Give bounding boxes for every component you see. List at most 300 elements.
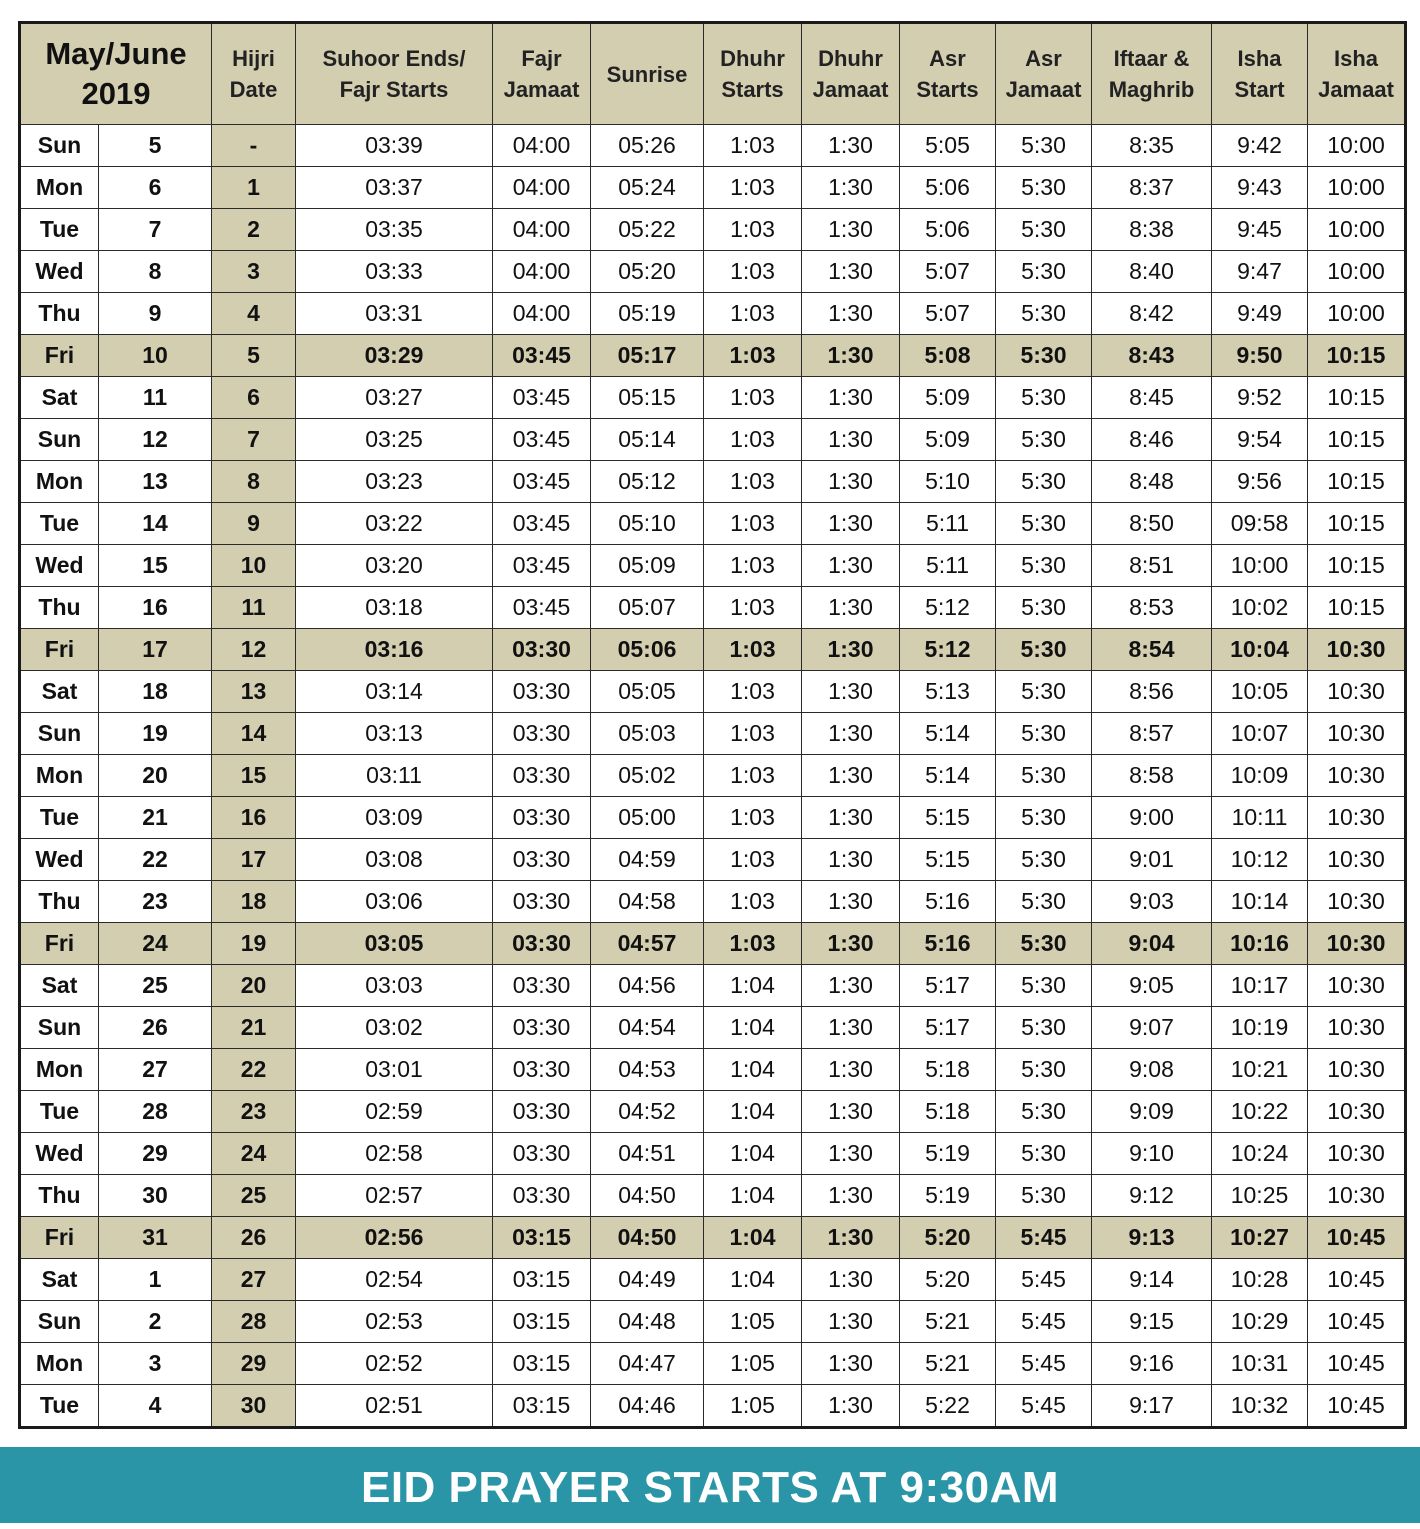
table-row: [20, 1049, 1406, 1091]
cell-fajr-jamaat: 03:45: [493, 377, 591, 419]
cell-asr-starts: 5:16: [900, 923, 996, 965]
cell-asr-jamaat: 5:30: [996, 461, 1092, 503]
cell-iftaar-maghrib: 8:51: [1092, 545, 1212, 587]
cell-asr-starts: 5:19: [900, 1175, 996, 1217]
cell-isha-jamaat: 10:30: [1308, 629, 1406, 671]
cell-iftaar-maghrib: 9:09: [1092, 1091, 1212, 1133]
cell-isha-jamaat: 10:15: [1308, 335, 1406, 377]
cell-suhoor-ends: 03:13: [296, 713, 493, 755]
cell-day: Wed: [20, 1133, 99, 1175]
cell-suhoor-ends: 03:39: [296, 125, 493, 167]
prayer-timetable: [18, 21, 1407, 1429]
cell-asr-jamaat: 5:30: [996, 1133, 1092, 1175]
cell-asr-starts: 5:06: [900, 209, 996, 251]
cell-suhoor-ends: 02:54: [296, 1259, 493, 1301]
cell-date: 3: [99, 1343, 212, 1385]
col-fajr-jamaat: Fajr Jamaat: [493, 23, 591, 125]
cell-sunrise: 04:52: [591, 1091, 704, 1133]
cell-hijri-date: 25: [212, 1175, 296, 1217]
cell-iftaar-maghrib: 8:50: [1092, 503, 1212, 545]
cell-date: 12: [99, 419, 212, 461]
cell-fajr-jamaat: 03:30: [493, 881, 591, 923]
cell-hijri-date: 24: [212, 1133, 296, 1175]
cell-suhoor-ends: 02:52: [296, 1343, 493, 1385]
cell-fajr-jamaat: 03:15: [493, 1301, 591, 1343]
cell-asr-jamaat: 5:45: [996, 1343, 1092, 1385]
cell-asr-jamaat: 5:30: [996, 1175, 1092, 1217]
cell-asr-starts: 5:20: [900, 1217, 996, 1259]
table-row: [20, 629, 1406, 671]
cell-date: 14: [99, 503, 212, 545]
cell-dhuhr-jamaat: 1:30: [802, 755, 900, 797]
cell-suhoor-ends: 03:09: [296, 797, 493, 839]
cell-isha-jamaat: 10:00: [1308, 209, 1406, 251]
cell-asr-jamaat: 5:30: [996, 923, 1092, 965]
cell-isha-start: 10:29: [1212, 1301, 1308, 1343]
cell-dhuhr-starts: 1:03: [704, 671, 802, 713]
cell-isha-jamaat: 10:30: [1308, 1175, 1406, 1217]
cell-asr-starts: 5:15: [900, 797, 996, 839]
cell-sunrise: 04:50: [591, 1217, 704, 1259]
cell-day: Sat: [20, 671, 99, 713]
cell-dhuhr-jamaat: 1:30: [802, 965, 900, 1007]
cell-dhuhr-starts: 1:03: [704, 335, 802, 377]
cell-isha-jamaat: 10:30: [1308, 1007, 1406, 1049]
cell-hijri-date: 20: [212, 965, 296, 1007]
cell-dhuhr-jamaat: 1:30: [802, 1049, 900, 1091]
cell-fajr-jamaat: 03:45: [493, 461, 591, 503]
table-title: [20, 23, 212, 125]
cell-isha-start: 10:12: [1212, 839, 1308, 881]
cell-dhuhr-jamaat: 1:30: [802, 629, 900, 671]
cell-isha-jamaat: 10:15: [1308, 461, 1406, 503]
cell-date: 25: [99, 965, 212, 1007]
cell-hijri-date: 9: [212, 503, 296, 545]
cell-iftaar-maghrib: 8:48: [1092, 461, 1212, 503]
cell-iftaar-maghrib: 9:08: [1092, 1049, 1212, 1091]
cell-asr-starts: 5:22: [900, 1385, 996, 1428]
cell-isha-jamaat: 10:30: [1308, 965, 1406, 1007]
cell-day: Sat: [20, 377, 99, 419]
cell-dhuhr-jamaat: 1:30: [802, 335, 900, 377]
cell-asr-starts: 5:17: [900, 1007, 996, 1049]
cell-dhuhr-starts: 1:03: [704, 503, 802, 545]
cell-asr-starts: 5:18: [900, 1091, 996, 1133]
cell-fajr-jamaat: 03:30: [493, 923, 591, 965]
cell-dhuhr-starts: 1:03: [704, 587, 802, 629]
cell-iftaar-maghrib: 8:57: [1092, 713, 1212, 755]
cell-dhuhr-jamaat: 1:30: [802, 1007, 900, 1049]
cell-fajr-jamaat: 03:15: [493, 1343, 591, 1385]
cell-date: 2: [99, 1301, 212, 1343]
cell-hijri-date: 10: [212, 545, 296, 587]
cell-suhoor-ends: 03:23: [296, 461, 493, 503]
cell-suhoor-ends: 03:05: [296, 923, 493, 965]
cell-day: Tue: [20, 1091, 99, 1133]
cell-isha-jamaat: 10:30: [1308, 1049, 1406, 1091]
cell-iftaar-maghrib: 9:15: [1092, 1301, 1212, 1343]
cell-dhuhr-starts: 1:03: [704, 545, 802, 587]
cell-iftaar-maghrib: 9:16: [1092, 1343, 1212, 1385]
cell-fajr-jamaat: 03:30: [493, 965, 591, 1007]
col-sunrise: Sunrise: [591, 23, 704, 125]
cell-asr-jamaat: 5:30: [996, 629, 1092, 671]
col-asr-starts: Asr Starts: [900, 23, 996, 125]
cell-suhoor-ends: 02:58: [296, 1133, 493, 1175]
cell-suhoor-ends: 03:11: [296, 755, 493, 797]
cell-dhuhr-jamaat: 1:30: [802, 1133, 900, 1175]
cell-date: 24: [99, 923, 212, 965]
cell-isha-jamaat: 10:45: [1308, 1301, 1406, 1343]
cell-asr-starts: 5:16: [900, 881, 996, 923]
cell-dhuhr-jamaat: 1:30: [802, 713, 900, 755]
table-row: [20, 419, 1406, 461]
cell-day: Mon: [20, 755, 99, 797]
cell-dhuhr-starts: 1:04: [704, 1091, 802, 1133]
cell-dhuhr-starts: 1:03: [704, 797, 802, 839]
cell-hijri-date: 14: [212, 713, 296, 755]
cell-dhuhr-jamaat: 1:30: [802, 1259, 900, 1301]
cell-asr-jamaat: 5:45: [996, 1301, 1092, 1343]
cell-asr-starts: 5:07: [900, 251, 996, 293]
cell-date: 18: [99, 671, 212, 713]
cell-hijri-date: 2: [212, 209, 296, 251]
table-row: [20, 125, 1406, 167]
table-row: [20, 587, 1406, 629]
cell-asr-jamaat: 5:45: [996, 1217, 1092, 1259]
cell-asr-starts: 5:21: [900, 1343, 996, 1385]
cell-isha-jamaat: 10:30: [1308, 797, 1406, 839]
cell-date: 1: [99, 1259, 212, 1301]
cell-hijri-date: 18: [212, 881, 296, 923]
cell-asr-jamaat: 5:30: [996, 419, 1092, 461]
cell-fajr-jamaat: 04:00: [493, 251, 591, 293]
cell-fajr-jamaat: 03:30: [493, 755, 591, 797]
cell-dhuhr-jamaat: 1:30: [802, 839, 900, 881]
cell-asr-jamaat: 5:30: [996, 671, 1092, 713]
cell-fajr-jamaat: 03:30: [493, 629, 591, 671]
table-row: [20, 1343, 1406, 1385]
cell-isha-start: 10:05: [1212, 671, 1308, 713]
cell-isha-start: 9:52: [1212, 377, 1308, 419]
cell-asr-starts: 5:15: [900, 839, 996, 881]
cell-dhuhr-starts: 1:04: [704, 1007, 802, 1049]
cell-isha-jamaat: 10:00: [1308, 251, 1406, 293]
cell-suhoor-ends: 02:56: [296, 1217, 493, 1259]
cell-suhoor-ends: 03:22: [296, 503, 493, 545]
table-row: [20, 167, 1406, 209]
cell-isha-jamaat: 10:15: [1308, 377, 1406, 419]
cell-fajr-jamaat: 03:45: [493, 587, 591, 629]
cell-asr-jamaat: 5:30: [996, 755, 1092, 797]
table-row: [20, 503, 1406, 545]
cell-day: Sun: [20, 1007, 99, 1049]
cell-asr-jamaat: 5:30: [996, 293, 1092, 335]
cell-hijri-date: 3: [212, 251, 296, 293]
cell-sunrise: 04:49: [591, 1259, 704, 1301]
cell-asr-jamaat: 5:30: [996, 335, 1092, 377]
title-year: 2019: [81, 76, 151, 111]
col-suhoor-ends: Suhoor Ends/ Fajr Starts: [296, 23, 493, 125]
table-row: [20, 1175, 1406, 1217]
table-row: [20, 1301, 1406, 1343]
cell-fajr-jamaat: 03:30: [493, 1049, 591, 1091]
cell-isha-start: 9:56: [1212, 461, 1308, 503]
cell-day: Thu: [20, 293, 99, 335]
cell-sunrise: 04:47: [591, 1343, 704, 1385]
cell-fajr-jamaat: 03:30: [493, 1007, 591, 1049]
cell-dhuhr-starts: 1:03: [704, 293, 802, 335]
cell-day: Sat: [20, 965, 99, 1007]
cell-sunrise: 04:46: [591, 1385, 704, 1428]
table-row: [20, 965, 1406, 1007]
cell-dhuhr-jamaat: 1:30: [802, 377, 900, 419]
cell-suhoor-ends: 03:20: [296, 545, 493, 587]
cell-fajr-jamaat: 03:45: [493, 335, 591, 377]
cell-suhoor-ends: 03:16: [296, 629, 493, 671]
cell-isha-jamaat: 10:45: [1308, 1385, 1406, 1428]
cell-hijri-date: 13: [212, 671, 296, 713]
cell-dhuhr-jamaat: 1:30: [802, 1217, 900, 1259]
table-row: [20, 923, 1406, 965]
cell-asr-starts: 5:19: [900, 1133, 996, 1175]
table-row: [20, 1133, 1406, 1175]
cell-dhuhr-jamaat: 1:30: [802, 293, 900, 335]
table-row: [20, 797, 1406, 839]
cell-dhuhr-starts: 1:03: [704, 377, 802, 419]
cell-asr-starts: 5:08: [900, 335, 996, 377]
cell-isha-start: 10:32: [1212, 1385, 1308, 1428]
cell-asr-jamaat: 5:30: [996, 503, 1092, 545]
cell-dhuhr-starts: 1:05: [704, 1385, 802, 1428]
cell-day: Fri: [20, 629, 99, 671]
cell-asr-starts: 5:14: [900, 713, 996, 755]
cell-day: Mon: [20, 1343, 99, 1385]
cell-day: Sat: [20, 1259, 99, 1301]
cell-day: Mon: [20, 167, 99, 209]
cell-dhuhr-starts: 1:04: [704, 965, 802, 1007]
cell-iftaar-maghrib: 8:40: [1092, 251, 1212, 293]
cell-hijri-date: -: [212, 125, 296, 167]
cell-isha-start: 10:07: [1212, 713, 1308, 755]
cell-isha-start: 10:28: [1212, 1259, 1308, 1301]
cell-fajr-jamaat: 03:45: [493, 545, 591, 587]
cell-iftaar-maghrib: 9:10: [1092, 1133, 1212, 1175]
table-row: [20, 839, 1406, 881]
cell-fajr-jamaat: 04:00: [493, 167, 591, 209]
cell-asr-starts: 5:07: [900, 293, 996, 335]
cell-day: Fri: [20, 335, 99, 377]
cell-hijri-date: 26: [212, 1217, 296, 1259]
cell-suhoor-ends: 03:31: [296, 293, 493, 335]
cell-dhuhr-jamaat: 1:30: [802, 545, 900, 587]
cell-isha-jamaat: 10:30: [1308, 1133, 1406, 1175]
table-row: [20, 671, 1406, 713]
cell-date: 29: [99, 1133, 212, 1175]
cell-dhuhr-jamaat: 1:30: [802, 1091, 900, 1133]
cell-hijri-date: 4: [212, 293, 296, 335]
cell-date: 5: [99, 125, 212, 167]
cell-dhuhr-jamaat: 1:30: [802, 671, 900, 713]
cell-sunrise: 05:15: [591, 377, 704, 419]
cell-suhoor-ends: 02:59: [296, 1091, 493, 1133]
cell-dhuhr-jamaat: 1:30: [802, 1301, 900, 1343]
cell-dhuhr-starts: 1:03: [704, 461, 802, 503]
cell-iftaar-maghrib: 8:58: [1092, 755, 1212, 797]
cell-dhuhr-jamaat: 1:30: [802, 209, 900, 251]
cell-fajr-jamaat: 03:45: [493, 503, 591, 545]
cell-isha-start: 10:27: [1212, 1217, 1308, 1259]
cell-fajr-jamaat: 04:00: [493, 209, 591, 251]
cell-sunrise: 05:17: [591, 335, 704, 377]
table-row: [20, 1385, 1406, 1428]
cell-day: Sun: [20, 125, 99, 167]
cell-asr-starts: 5:05: [900, 125, 996, 167]
cell-date: 21: [99, 797, 212, 839]
cell-asr-starts: 5:14: [900, 755, 996, 797]
cell-sunrise: 05:24: [591, 167, 704, 209]
cell-date: 20: [99, 755, 212, 797]
cell-suhoor-ends: 03:35: [296, 209, 493, 251]
cell-asr-jamaat: 5:30: [996, 965, 1092, 1007]
cell-asr-starts: 5:11: [900, 545, 996, 587]
cell-suhoor-ends: 03:01: [296, 1049, 493, 1091]
cell-asr-starts: 5:21: [900, 1301, 996, 1343]
cell-date: 9: [99, 293, 212, 335]
table-row: [20, 713, 1406, 755]
cell-isha-start: 10:04: [1212, 629, 1308, 671]
cell-hijri-date: 1: [212, 167, 296, 209]
cell-isha-jamaat: 10:30: [1308, 839, 1406, 881]
cell-isha-start: 9:54: [1212, 419, 1308, 461]
cell-iftaar-maghrib: 8:45: [1092, 377, 1212, 419]
cell-date: 31: [99, 1217, 212, 1259]
cell-fajr-jamaat: 03:30: [493, 671, 591, 713]
cell-sunrise: 05:02: [591, 755, 704, 797]
cell-dhuhr-jamaat: 1:30: [802, 503, 900, 545]
cell-suhoor-ends: 03:29: [296, 335, 493, 377]
cell-sunrise: 05:10: [591, 503, 704, 545]
cell-date: 6: [99, 167, 212, 209]
col-asr-jamaat: Asr Jamaat: [996, 23, 1092, 125]
cell-isha-jamaat: 10:15: [1308, 503, 1406, 545]
cell-suhoor-ends: 03:33: [296, 251, 493, 293]
cell-sunrise: 05:26: [591, 125, 704, 167]
cell-date: 8: [99, 251, 212, 293]
eid-prayer-banner: EID PRAYER STARTS AT 9:30AM: [0, 1447, 1420, 1523]
cell-asr-jamaat: 5:30: [996, 1007, 1092, 1049]
cell-date: 23: [99, 881, 212, 923]
col-isha-jamaat: Isha Jamaat: [1308, 23, 1406, 125]
cell-dhuhr-starts: 1:03: [704, 251, 802, 293]
cell-asr-starts: 5:12: [900, 587, 996, 629]
cell-sunrise: 05:20: [591, 251, 704, 293]
cell-dhuhr-starts: 1:03: [704, 125, 802, 167]
cell-asr-starts: 5:06: [900, 167, 996, 209]
cell-asr-jamaat: 5:30: [996, 1049, 1092, 1091]
cell-asr-jamaat: 5:30: [996, 1091, 1092, 1133]
cell-isha-start: 10:14: [1212, 881, 1308, 923]
cell-hijri-date: 22: [212, 1049, 296, 1091]
cell-hijri-date: 28: [212, 1301, 296, 1343]
cell-date: 11: [99, 377, 212, 419]
cell-sunrise: 04:48: [591, 1301, 704, 1343]
cell-isha-jamaat: 10:30: [1308, 713, 1406, 755]
cell-sunrise: 04:53: [591, 1049, 704, 1091]
cell-iftaar-maghrib: 8:56: [1092, 671, 1212, 713]
cell-isha-jamaat: 10:30: [1308, 923, 1406, 965]
table-row: [20, 1007, 1406, 1049]
cell-dhuhr-jamaat: 1:30: [802, 1385, 900, 1428]
cell-isha-start: 10:11: [1212, 797, 1308, 839]
cell-date: 28: [99, 1091, 212, 1133]
cell-suhoor-ends: 03:14: [296, 671, 493, 713]
cell-isha-start: 10:24: [1212, 1133, 1308, 1175]
cell-isha-jamaat: 10:30: [1308, 671, 1406, 713]
cell-isha-start: 9:43: [1212, 167, 1308, 209]
cell-asr-jamaat: 5:30: [996, 209, 1092, 251]
cell-asr-jamaat: 5:30: [996, 587, 1092, 629]
cell-day: Sun: [20, 1301, 99, 1343]
cell-date: 26: [99, 1007, 212, 1049]
cell-date: 16: [99, 587, 212, 629]
cell-isha-jamaat: 10:15: [1308, 587, 1406, 629]
cell-date: 7: [99, 209, 212, 251]
cell-sunrise: 04:57: [591, 923, 704, 965]
table-row: [20, 1259, 1406, 1301]
cell-asr-starts: 5:12: [900, 629, 996, 671]
cell-suhoor-ends: 03:02: [296, 1007, 493, 1049]
cell-isha-jamaat: 10:15: [1308, 419, 1406, 461]
cell-fajr-jamaat: 03:30: [493, 1175, 591, 1217]
cell-hijri-date: 16: [212, 797, 296, 839]
cell-fajr-jamaat: 03:30: [493, 1091, 591, 1133]
cell-dhuhr-starts: 1:03: [704, 755, 802, 797]
cell-isha-start: 9:50: [1212, 335, 1308, 377]
cell-dhuhr-jamaat: 1:30: [802, 251, 900, 293]
col-dhuhr-jamaat: Dhuhr Jamaat: [802, 23, 900, 125]
cell-asr-starts: 5:09: [900, 419, 996, 461]
cell-iftaar-maghrib: 8:42: [1092, 293, 1212, 335]
cell-dhuhr-jamaat: 1:30: [802, 1343, 900, 1385]
cell-asr-starts: 5:17: [900, 965, 996, 1007]
cell-hijri-date: 8: [212, 461, 296, 503]
cell-fajr-jamaat: 04:00: [493, 125, 591, 167]
title-month: May/June: [45, 36, 187, 71]
cell-asr-jamaat: 5:45: [996, 1385, 1092, 1428]
cell-suhoor-ends: 02:57: [296, 1175, 493, 1217]
table-row: [20, 461, 1406, 503]
cell-dhuhr-jamaat: 1:30: [802, 797, 900, 839]
table-row: [20, 545, 1406, 587]
cell-asr-starts: 5:18: [900, 1049, 996, 1091]
cell-isha-jamaat: 10:30: [1308, 755, 1406, 797]
table-row: [20, 881, 1406, 923]
cell-dhuhr-jamaat: 1:30: [802, 167, 900, 209]
cell-sunrise: 04:59: [591, 839, 704, 881]
cell-isha-start: 10:22: [1212, 1091, 1308, 1133]
cell-asr-starts: 5:10: [900, 461, 996, 503]
cell-asr-jamaat: 5:30: [996, 881, 1092, 923]
cell-isha-jamaat: 10:15: [1308, 545, 1406, 587]
cell-day: Tue: [20, 503, 99, 545]
cell-day: Tue: [20, 1385, 99, 1428]
cell-date: 30: [99, 1175, 212, 1217]
cell-isha-start: 10:16: [1212, 923, 1308, 965]
cell-sunrise: 04:58: [591, 881, 704, 923]
cell-hijri-date: 29: [212, 1343, 296, 1385]
cell-dhuhr-jamaat: 1:30: [802, 461, 900, 503]
